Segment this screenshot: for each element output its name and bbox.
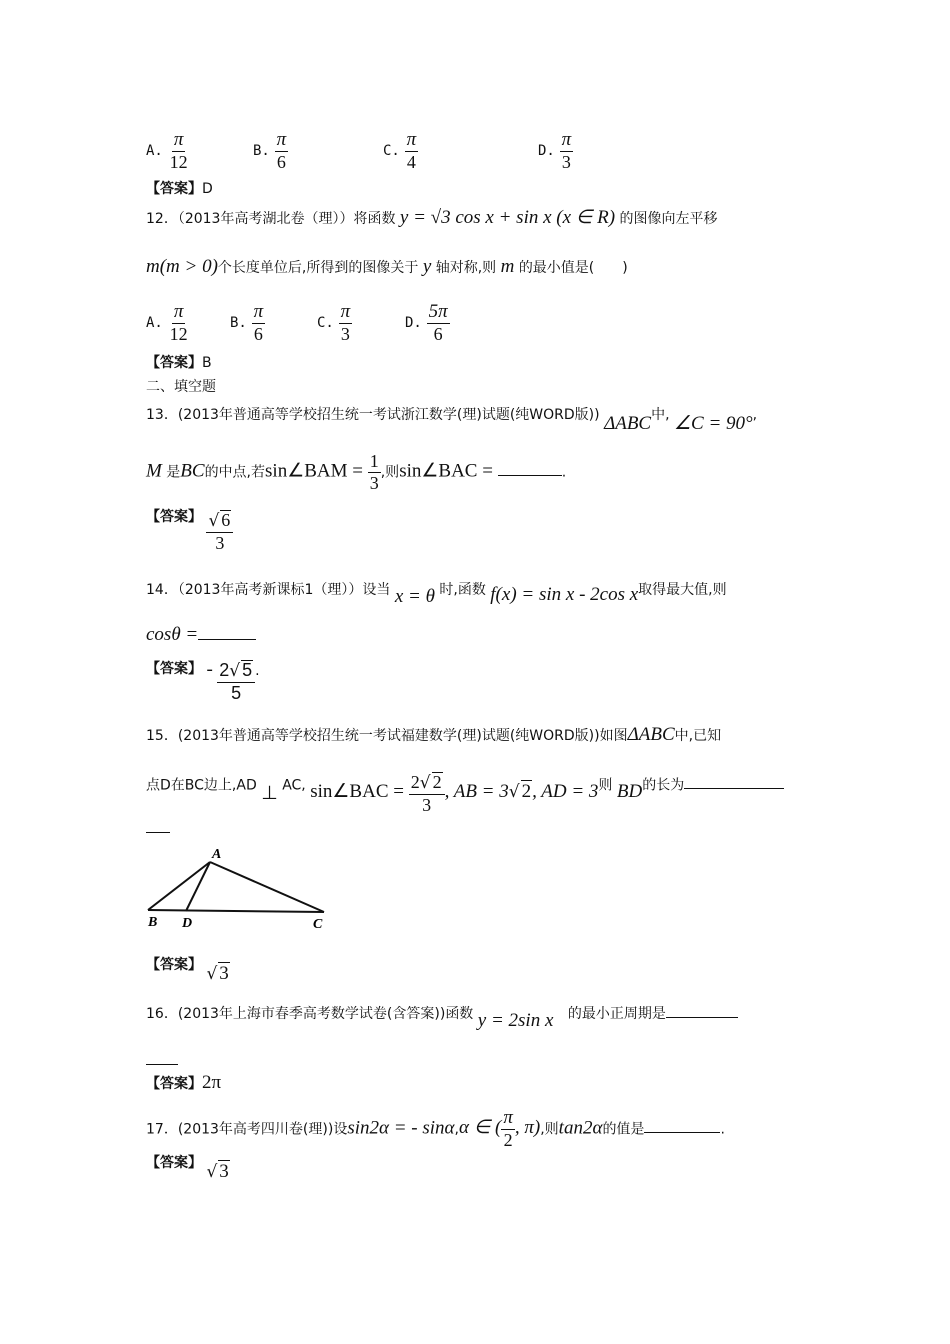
segment-bc: BC (180, 460, 205, 482)
variable-m: m (500, 256, 515, 277)
sin-bac: sin∠BAC = (310, 781, 409, 803)
question-number: 12． (146, 211, 178, 227)
question-text: 设当 (362, 582, 391, 598)
answer-tag: 【答案】 (146, 509, 202, 526)
question-text: 点D在BC边上,AD (146, 777, 257, 794)
sin-bac: sin∠BAC = (399, 460, 498, 482)
answer-sign: - (206, 659, 213, 681)
question-text: , (454, 1121, 459, 1138)
q13-line-1 (146, 402, 758, 434)
q15-line-2 (146, 764, 784, 815)
question-number: 15． (146, 728, 178, 744)
answer-value: 2π (202, 1072, 222, 1093)
question-source: （2013年高考新课标1（理）） (177, 582, 363, 598)
option-label: B. (230, 314, 247, 331)
option-label: D. (538, 142, 555, 159)
answer-value: √ 3 (206, 963, 229, 984)
question-number: 13． (146, 407, 178, 423)
side-ba (148, 862, 210, 910)
question-text: 的最小值是( ) (518, 260, 628, 276)
question-text: ,则 (380, 464, 400, 481)
q12-line-1 (146, 206, 718, 229)
perp-symbol: ⊥ (261, 783, 278, 805)
answer-tag: 【答案】 (146, 1155, 202, 1171)
q11-answer (146, 178, 213, 198)
option-fraction: $\frac{\pi}{12}$ (169, 301, 188, 344)
fraction-two-root-two-thirds: $\frac{2√ 2}{3}$ (409, 772, 445, 815)
question-source: (2013年上海市春季高考数学试卷(含答案)) (177, 1006, 446, 1022)
option-label: C. (383, 142, 400, 159)
option-fraction: $\frac{\pi}{3}$ (561, 129, 572, 172)
option-label: A. (146, 314, 163, 331)
answer-value: D (202, 181, 213, 197)
question-text: AC, (282, 777, 306, 794)
question-text: 的最小正周期是 (567, 1006, 666, 1022)
point-m: M (146, 460, 162, 482)
answer-blank-continuation (146, 1064, 178, 1065)
answer-end: . (255, 663, 260, 680)
side-bc (148, 910, 324, 912)
fraction-one-third: $\frac{1}{3}$ (369, 451, 379, 493)
option-fraction: $\frac{\pi}{6}$ (276, 129, 287, 172)
question-text: 的图像向左平移 (619, 211, 718, 227)
q14-answer (146, 660, 260, 703)
question-number: 17． (146, 1121, 178, 1138)
side-ac (210, 862, 324, 912)
q14-line-2 (146, 624, 256, 646)
question-number: 14． (146, 582, 178, 598)
q11-option-d (538, 130, 573, 172)
question-source: (2013年高考四川卷(理)) (177, 1121, 334, 1138)
q11-option-c (383, 130, 418, 172)
cos-theta: cosθ = (146, 624, 199, 645)
option-fraction: $\frac{\pi}{6}$ (253, 301, 264, 344)
tan-expression: tan2α (558, 1117, 603, 1139)
question-text: . (720, 1121, 725, 1138)
q12-option-c (317, 302, 352, 344)
option-label: A. (146, 142, 163, 159)
option-label: D. (405, 314, 422, 331)
answer-tag: 【答案】 (146, 1076, 202, 1092)
question-source: (2013年普通高等学校招生统一考试浙江数学(理)试题(纯WORD版)) (177, 407, 600, 423)
q12-option-d (405, 302, 450, 344)
option-fraction: $\frac{\pi}{3}$ (340, 301, 351, 344)
answer-blank (644, 1132, 720, 1133)
label-a: A (212, 847, 222, 862)
q13-line-2 (146, 452, 566, 493)
q12-option-a (146, 302, 190, 344)
q12-answer (146, 352, 212, 372)
condition-expression: m(m > 0) (146, 256, 218, 277)
option-fraction: $\frac{\pi}{12}$ (169, 129, 188, 172)
answer-blank (666, 1017, 738, 1018)
question-text: 如图 (599, 728, 628, 744)
question-text: 函数 (445, 1006, 474, 1022)
ab-expression: , AB = 3√ 2, AD = 3 (444, 781, 599, 803)
fraction-pi-over-two: $\frac{\pi}{2}$ (503, 1107, 513, 1150)
triangle-symbol: ΔABC (604, 413, 652, 434)
answer-blank (498, 475, 562, 476)
q13-answer (146, 510, 233, 553)
q17-line-1 (146, 1108, 725, 1150)
answer-tag: 【答案】 (146, 661, 202, 678)
angle-c: ∠C = 90° (674, 413, 753, 434)
question-text: 取得最大值,则 (638, 582, 727, 598)
answer-value: √ 3 (206, 1161, 229, 1182)
segment-ad (186, 862, 210, 911)
alpha-range: α ∈ ( $\frac{\pi}{2}$ , π) (458, 1107, 541, 1150)
triangle-symbol: ΔABC (627, 724, 675, 745)
q16-line-1 (146, 1002, 738, 1031)
q17-answer (146, 1150, 230, 1182)
q12-line-2 (146, 256, 628, 278)
answer-tag: 【答案】 (146, 181, 202, 197)
option-label: C. (317, 314, 334, 331)
option-label: B. (253, 142, 270, 159)
segment-bd: BD (616, 781, 643, 803)
question-text: 的长为 (642, 777, 685, 794)
question-text: . (561, 464, 567, 481)
question-text: 时,函数 (439, 582, 486, 598)
question-source: （2013年高考湖北卷（理）） (177, 211, 354, 227)
function-expression: f(x) = sin x - 2cos x (490, 584, 639, 605)
q14-line-1 (146, 578, 727, 607)
q11-option-b (253, 130, 288, 172)
answer-fraction: $\frac{2√ 5}{5}$ (217, 660, 255, 703)
question-text: 设 (333, 1121, 348, 1138)
question-text: 则 (598, 777, 613, 794)
answer-blank-continuation (146, 832, 170, 833)
label-b: B (148, 915, 158, 930)
function-expression: y = 2sin x (477, 1010, 554, 1031)
condition-expression: x = θ (394, 586, 435, 607)
question-text: , (752, 407, 758, 423)
answer-blank (684, 788, 784, 789)
q16-answer (146, 1072, 221, 1094)
answer-blank (198, 639, 256, 640)
question-text: 个长度单位后,所得到的图像关于 (217, 260, 419, 276)
question-number: 16． (146, 1006, 178, 1022)
label-d: D (182, 916, 193, 931)
question-text: 的值是 (602, 1121, 645, 1138)
sin-bam: sin∠BAM = (265, 460, 368, 482)
function-expression: y = √3 cos x + sin x (x ∈ R) (399, 207, 616, 228)
label-c: C (313, 917, 323, 932)
q12-option-b (230, 302, 265, 344)
option-fraction: $\frac{\pi}{4}$ (406, 129, 417, 172)
answer-fraction: $\frac{√ 6}{3}$ (206, 510, 233, 553)
question-text: 是 (166, 464, 181, 481)
triangle-figure (140, 844, 340, 936)
q15-line-1 (146, 724, 721, 746)
q15-answer (146, 952, 230, 984)
answer-tag: 【答案】 (146, 957, 202, 973)
question-text: 的中点,若 (204, 464, 266, 481)
option-fraction: $\frac{5\pi}{6}$ (428, 301, 448, 344)
question-text: 轴对称,则 (435, 260, 497, 276)
question-source: (2013年普通高等学校招生统一考试福建数学(理)试题(纯WORD版)) (177, 728, 600, 744)
answer-value: B (202, 355, 212, 371)
variable-y: y (422, 256, 432, 277)
question-text: 中, (651, 407, 670, 423)
question-text: 中,已知 (674, 728, 722, 744)
answer-tag: 【答案】 (146, 355, 202, 371)
question-text: ,则 (540, 1121, 559, 1138)
q11-option-a (146, 130, 190, 172)
section-title: 二、填空题 (146, 379, 216, 395)
equation: sin2α = - sinα (347, 1117, 455, 1139)
question-text: 将函数 (353, 211, 396, 227)
